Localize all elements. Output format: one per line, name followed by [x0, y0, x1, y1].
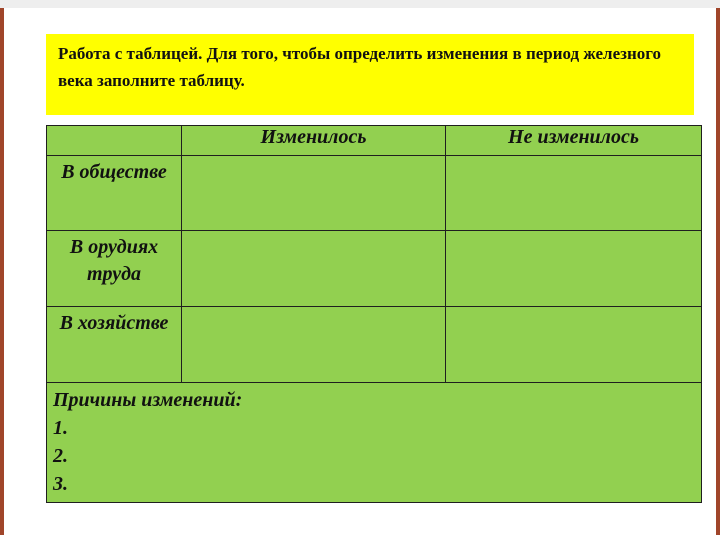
reason-item-1: 1. — [53, 417, 68, 439]
row-label-society: В обществе — [47, 156, 182, 231]
cell-society-changed[interactable] — [182, 156, 446, 231]
reasons-cell[interactable] — [47, 383, 702, 503]
table-row — [47, 231, 702, 307]
reasons-title: Причины изменений: — [53, 389, 243, 411]
table-row — [47, 307, 702, 383]
cell-economy-changed[interactable] — [182, 307, 446, 383]
worksheet-table — [46, 125, 702, 503]
reason-item-2: 2. — [53, 445, 68, 467]
header-changed: Изменилось — [182, 126, 446, 156]
table-row — [47, 156, 702, 231]
header-empty-cell — [47, 126, 182, 156]
row-label-tools: В орудиях труда — [47, 231, 182, 307]
reasons-row — [47, 383, 702, 503]
cell-tools-unchanged[interactable] — [446, 231, 702, 307]
slide — [0, 8, 720, 535]
cell-society-unchanged[interactable] — [446, 156, 702, 231]
header-unchanged: Не изменилось — [446, 126, 702, 156]
cell-economy-unchanged[interactable] — [446, 307, 702, 383]
row-label-economy: В хозяйстве — [47, 307, 182, 383]
table-header-row — [47, 126, 702, 156]
cell-tools-changed[interactable] — [182, 231, 446, 307]
task-instruction — [46, 34, 694, 115]
reason-item-3: 3. — [53, 473, 68, 495]
task-text: Работа с таблицей. Для того, чтобы определить изменения в период железного века заполните таблицу. — [58, 44, 662, 90]
